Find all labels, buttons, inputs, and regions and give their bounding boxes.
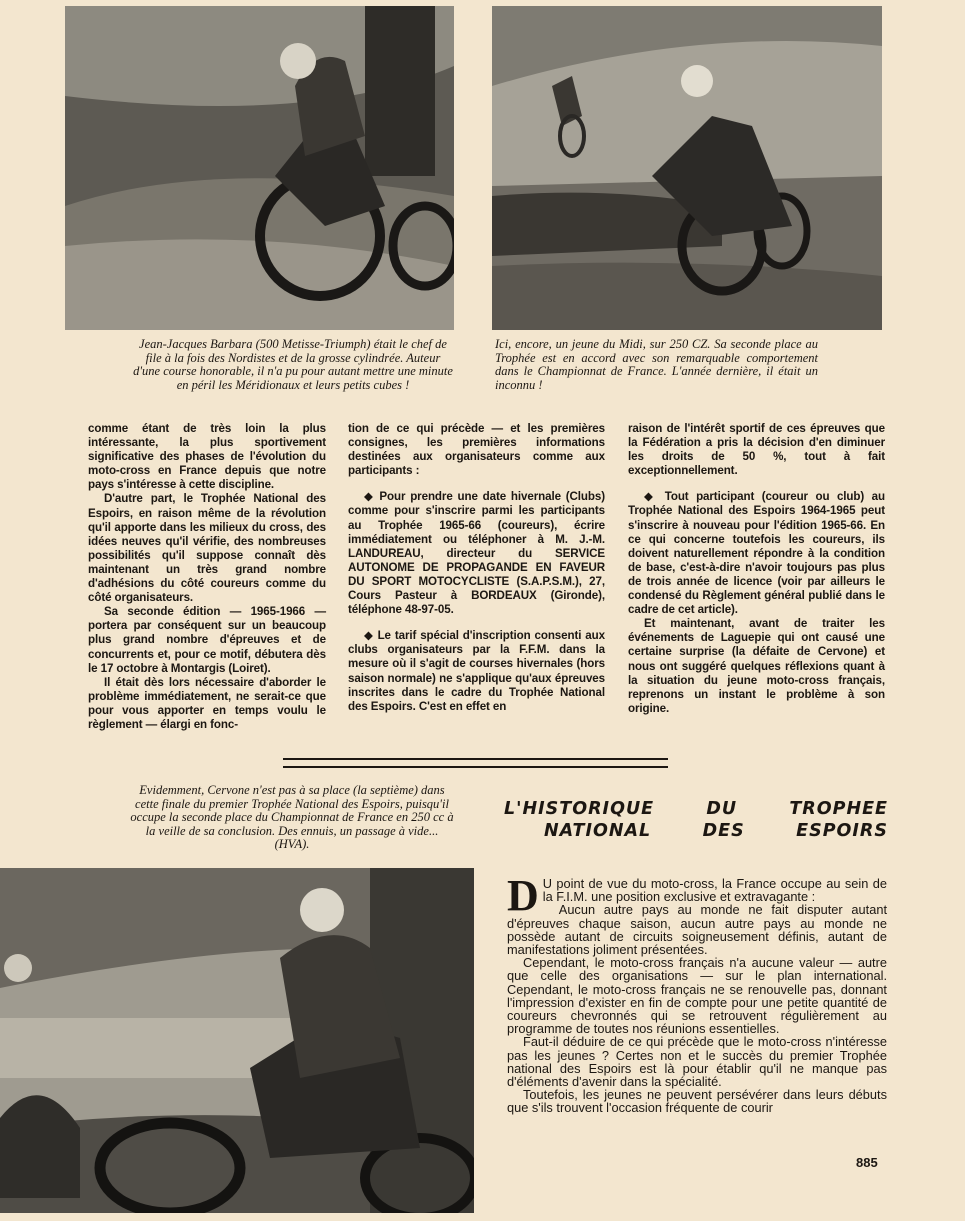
article-paragraph: Faut-il déduire de ce qui précède que le moto-cross n'intéresse pas les jeunes ? Certes non et le succès du premier Trophée national des Espoirs est là pour établir qu'il ne manque pas d'éléments d'avenir dans la spécialité. <box>507 1034 887 1090</box>
photo-cz-rider <box>492 6 882 330</box>
col1-paragraph: Sa seconde édition — 1965-1966 — portera par conséquent sur un beaucoup plus grand nombre d'épreuves et de concurrents et, pour ce motif, débutera dès le 17 octobre à Montargis (Loiret). <box>88 605 326 675</box>
section-divider <box>283 758 668 768</box>
article-paragraph: Aucun autre pays au monde ne fait disputer autant d'épreuves chaque saison, aucun autre pays au monde ne possède autant de circuits soigneusement définis, autant de manifestations joliment présentées. <box>507 902 887 958</box>
article-paragraph: Toutefois, les jeunes ne peuvent persévérer dans leurs débuts que s'ils trouvent l'occasion fréquente de courir <box>507 1087 887 1116</box>
photo-cervone-hva <box>0 868 474 1213</box>
article-paragraph: U point de vue du moto-cross, la France occupe au sein de la F.I.M. une position exclusive et extravagante : <box>542 876 887 905</box>
col3-paragraph: Et maintenant, avant de traiter les événements de Laguepie qui ont causé une certaine surprise (la défaite de Cervone) et nous ont suggéré quelques réflexions quant à la situation du jeune moto-cross français, reprenons un instant le problème à son origine. <box>628 617 885 715</box>
article-body <box>507 871 887 1116</box>
col3-paragraph: ◆ Tout participant (coureur ou club) au Trophée National des Espoirs 1964-1965 peut s'inscrire à nouveau pour l'édition 1965-66. En ce qui concerne toutefois les coureurs, ils doivent naturellement répondre à la condition de base, c'est-à-dire n'avoir toujours pas plus de trois année de licence (voir par ailleurs le condensé du Règlement général publié dans le cadre de cet article). <box>628 490 885 617</box>
col2-paragraph: ◆ Pour prendre une date hivernale (Clubs) comme pour s'inscrire parmi les participants au Trophée 1965-66 (coureurs), écrire immédiatement ou téléphoner à M. J.-M. LANDUREAU, directeur du SERVICE AUTONOME DE PROPAGANDE EN FAVEUR DU SPORT MOTOCYCLISTE (S.A.P.S.M.), 27, Cours Pasteur à BORDEAUX (Gironde), téléphone 48-97-05. <box>348 490 605 617</box>
column-2 <box>348 422 605 714</box>
article-headline <box>504 798 888 842</box>
column-1 <box>88 422 326 732</box>
caption-cz-rider: Ici, encore, un jeune du Midi, sur 250 CZ. Sa seconde place au Trophée est en accord avec son remarquable comportement dans le Championnat de France. L'année dernière, il était un inconnu ! <box>495 337 818 392</box>
article-paragraph: Cependant, le moto-cross français n'a aucune valeur — autre que celle des organisations — sur le plan international. Cependant, le moto-cross français ne se renouvelle pas, donnant l'impression d'exister en fin de compte pour une petite quantité de coureurs chevronnés qui se retrouvent régulièrement au programme de toutes nos réunions essentielles. <box>507 955 887 1037</box>
caption-barbara: Jean-Jacques Barbara (500 Metisse-Triumph) était le chef de file à la fois des Nordistes et de la grosse cylindrée. Auteur d'une course honorable, il n'a pu pour autant mettre une minute en péril les Méridionaux et leurs petits cubes ! <box>133 337 453 392</box>
col1-paragraph: comme étant de très loin la plus intéressante, la plus sportivement significative des phases de l'évolution du moto-cross en France depuis que notre pays s'intéresse à cette discipline. <box>88 422 326 492</box>
col1-paragraph: D'autre part, le Trophée National des Espoirs, en raison même de la révolution qu'il apporte dans les milieux du cross, des idées neuves qu'il vérifie, des nombreuses possibilités qu'il suppose connaît dès maintenant un très grand nombre d'adhésions du côté coureurs comme du côté organisateurs. <box>88 492 326 605</box>
column-3 <box>628 422 885 716</box>
col3-paragraph: raison de l'intérêt sportif de ces épreuves que la Fédération a pris la décision d'en diminuer les droits de 50 %, tout à fait exceptionnellement. <box>628 422 885 478</box>
headline-line-1: L'HISTORIQUE DU TROPHEE <box>504 799 888 819</box>
photo-barbara-metisse <box>65 6 454 330</box>
col1-paragraph: Il était dès lors nécessaire d'aborder le problème immédiatement, ne serait-ce que pour vous apporter en temps voulu le règlement — élargi en fonc- <box>88 675 326 731</box>
headline-line-2: NATIONAL DES ESPOIRS <box>544 821 888 841</box>
col2-paragraph: tion de ce qui précède — et les premières consignes, les premières informations destinées aux organisateurs comme aux participants : <box>348 422 605 478</box>
caption-cervone: Evidemment, Cervone n'est pas à sa place (la septième) dans cette finale du premier Trophée National des Espoirs, puisqu'il occupe la seconde place du Championnat de France en 250 cc à la veille de sa conclusion. Des ennuis, un passage à vide... (HVA). <box>130 783 454 852</box>
col2-paragraph: ◆ Le tarif spécial d'inscription consenti aux clubs organisateurs par la F.F.M. dans la mesure où il s'agit de courses hivernales (hors saison normale) ne s'applique qu'aux épreuves inscrites dans le cadre du Trophée National des Espoirs. C'est en effet en <box>348 629 605 713</box>
drop-cap: D <box>507 871 539 920</box>
page-number: 885 <box>856 1155 878 1170</box>
